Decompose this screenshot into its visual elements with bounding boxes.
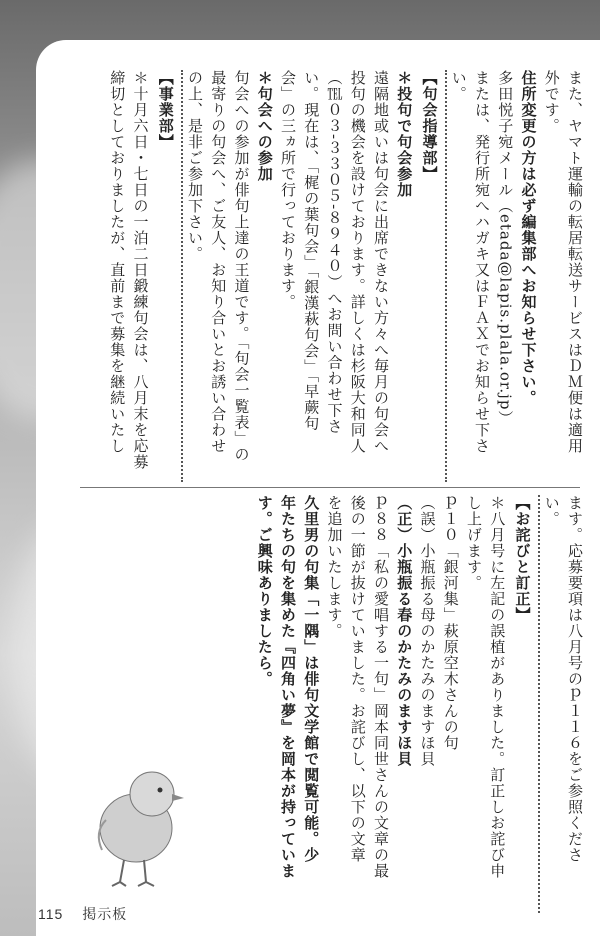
page-panel (36, 40, 600, 936)
correction-right: （正）小瓶振る春のかたみのますほ貝 (395, 495, 414, 767)
apology-section-heading: 【お詫びと訂正】 (510, 495, 539, 913)
text-line: 遠隔地或いは句会に出席できない方々へ毎月の句会へ (372, 70, 390, 454)
added-text-line: 久里男の句集「一隅」は俳句文学館で閲覧可能。少 (302, 495, 321, 863)
text-line: 外です。 (542, 70, 561, 134)
correction-wrong: （誤）小瓶振る母のかたみのますほ貝 (418, 495, 437, 767)
text-line: また、ヤマト運輸の転居転送サービスはＤＭ便は適用 (566, 70, 584, 454)
text-line: の上、是非ご参加下さい。 (186, 70, 204, 262)
text-line: し上げます。 (465, 495, 483, 591)
page-number: 115 (38, 906, 64, 922)
text-line: 締切としておりましたが、直前まで募集を継続いたし (108, 70, 127, 454)
correction-reference: ｐ１０「銀河集」萩原空木さんの句 (441, 495, 460, 751)
contact-fax-line-end: い。 (449, 70, 468, 102)
section-divider (80, 487, 580, 488)
text-line: を追加いたします。 (325, 495, 344, 639)
chick-illustration (84, 750, 194, 890)
contact-fax-line: または、発行所宛へハガキ又はＦＡＸでお知らせ下さ (473, 70, 491, 454)
text-line: 投句の機会を設けております。詳しくは杉阪大和同人 (348, 70, 367, 454)
text-line: （℡０３‐３３０５‐８９４０）へお問い合わせ下さ (325, 70, 344, 435)
page-footer (38, 904, 141, 924)
contact-email-line: 多田悦子宛メール（etada@lapis.plala.or.jp） (496, 70, 515, 427)
notice-top-column (66, 70, 586, 482)
text-line: 最寄りの句会へ、ご友人、お知り合いとお誘い合わせ (209, 70, 228, 454)
guidance-subheading: ＊投句で句会参加 (395, 70, 414, 198)
text-line: い。現在は、「梶の葉句会」「銀漢萩句会」「早蕨句 (302, 70, 321, 432)
text-line: ｐ８８「私の愛唱する一句」岡本同世さんの文章の最 (372, 495, 390, 879)
address-change-notice: 住所変更の方は必ず編集部へお知らせ下さい。 (519, 70, 538, 406)
text-line: ＊八月号に左記の誤植がありました。訂正しお詫び申 (488, 495, 507, 879)
text-line: ます。応募要項は八月号のｐ１１６をご参照くださ (566, 495, 584, 863)
text-line: ＊十月六日・七日の一泊二日鍛練句会は、八月末を応募 (131, 70, 150, 470)
text-line: 句会への参加が俳句上達の王道です。「句会一覧表」の (232, 70, 251, 463)
text-line: 後の一節が抜けていました。お詫びし、以下の文章 (348, 495, 367, 863)
added-text-line: す。ご興味ありましたら。 (255, 495, 274, 687)
guidance-section-heading: 【句会指導部】 (417, 70, 446, 482)
text-line: い。 (542, 495, 561, 527)
text-line: 会」の三ヵ所で行っております。 (279, 70, 297, 310)
added-text-line: 年たちの句を集めた『四角い夢』を岡本が持っていま (279, 495, 297, 879)
join-subheading: ＊句会への参加 (255, 70, 274, 182)
business-section-heading: 【事業部】 (154, 70, 183, 482)
section-name: 掲示板 (82, 906, 128, 922)
